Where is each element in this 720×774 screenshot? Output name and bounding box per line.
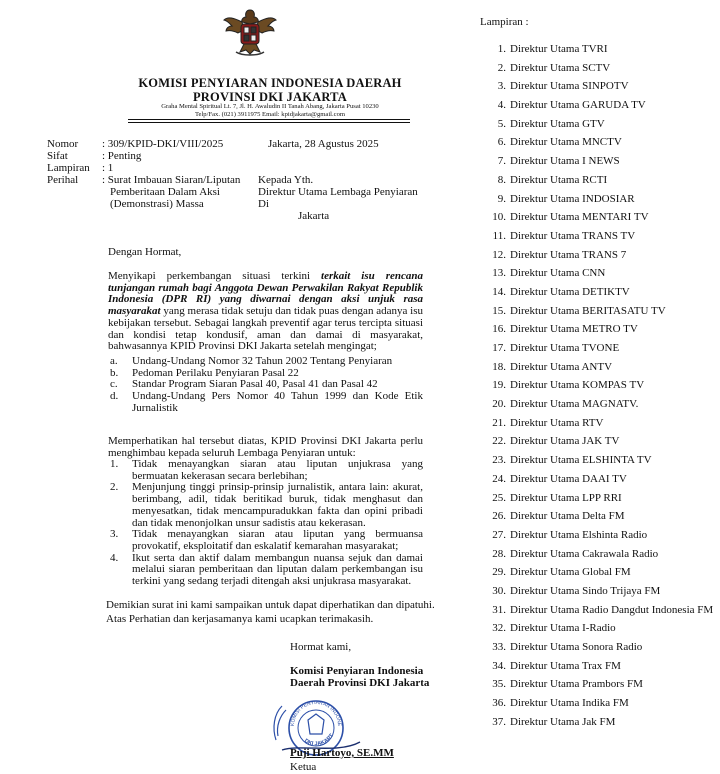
lampiran-number: 34. <box>492 659 506 672</box>
lampiran-number: 9. <box>497 192 506 205</box>
lampiran-item-text: Direktur Utama Indika FM <box>510 697 629 710</box>
lampiran-item-text: Direktur Utama KOMPAS TV <box>510 379 645 392</box>
kop-divider-thin <box>128 122 410 123</box>
lampiran-number: 29. <box>492 566 506 579</box>
signatory-position: Ketua <box>290 761 317 773</box>
letter-date: Jakarta, 28 Agustus 2025 <box>268 138 379 150</box>
lampiran-number: 5. <box>497 117 506 130</box>
lampiran-item <box>478 582 718 601</box>
lampiran-item <box>478 339 718 358</box>
lampiran-item <box>478 283 718 302</box>
law-text: Standar Program Siaran Pasal 40, Pasal 41 dan Pasal 42 <box>132 378 378 391</box>
lampiran-number: 31. <box>492 603 506 616</box>
stamp-text-bottom: DKI JAKART <box>303 733 335 748</box>
lampiran-title: Lampiran : <box>480 16 529 28</box>
lampiran-item <box>478 208 718 227</box>
perihal-value-1: : Surat Imbauan Siaran/Liputan <box>102 174 241 186</box>
lampiran-item-text: Direktur Utama CNN <box>510 267 606 280</box>
perihal-label: Perihal <box>47 174 79 186</box>
sifat-label: Sifat <box>47 150 68 162</box>
lampiran-item-text: Direktur Utama METRO TV <box>510 323 638 336</box>
lampiran-item <box>478 619 718 638</box>
recipient: Direktur Utama Lembaga Penyiaran <box>258 186 418 198</box>
sifat-value: : Penting <box>102 150 142 162</box>
lampiran-item <box>478 638 718 657</box>
lampiran-item-text: Direktur Utama TVONE <box>510 342 620 354</box>
law-marker: b. <box>110 366 119 379</box>
lampiran-label: Lampiran <box>47 162 90 174</box>
lampiran-item-text: Direktur Utama Sindo Trijaya FM <box>510 584 661 597</box>
lampiran-item <box>478 395 718 414</box>
point-marker: 2. <box>110 481 119 494</box>
lampiran-item <box>478 59 718 78</box>
point-item <box>110 529 423 552</box>
lampiran-number: 6. <box>497 136 506 149</box>
lampiran-item <box>478 264 718 283</box>
signatory-name: Puji Hartoyo, SE.MM <box>290 747 394 759</box>
stamp-text-top: KOMISI PENYIARAN INDONE <box>289 699 343 727</box>
lampiran-item <box>478 489 718 508</box>
lampiran-item-text: Direktur Utama I NEWS <box>510 155 620 168</box>
lampiran-number: 1. <box>497 43 506 55</box>
lampiran-item-text: Direktur Utama RCTI <box>510 173 608 186</box>
lampiran-item <box>478 694 718 713</box>
kop-divider-thick <box>128 119 410 120</box>
lampiran-number: 37. <box>492 715 506 728</box>
lampiran-item <box>478 507 718 526</box>
perihal-value-2: Pemberitaan Dalam Aksi <box>110 186 220 198</box>
lampiran-number: 33. <box>492 641 506 653</box>
lampiran-number: 30. <box>492 584 506 597</box>
lampiran-number: 22. <box>492 435 506 448</box>
lampiran-item <box>478 713 718 732</box>
lampiran-item <box>478 302 718 321</box>
lampiran-item-text: Direktur Utama TVRI <box>510 43 608 55</box>
signature-org-line2: Daerah Provinsi DKI Jakarta <box>290 677 430 689</box>
lampiran-item-text: Direktur Utama ANTV <box>510 360 613 373</box>
lampiran-number: 12. <box>492 248 506 261</box>
lampiran-item <box>478 152 718 171</box>
law-marker: c. <box>110 378 118 391</box>
lampiran-item <box>478 227 718 246</box>
lampiran-item <box>478 563 718 582</box>
point-item <box>110 553 423 588</box>
lampiran-item <box>478 432 718 451</box>
nomor-label: Nomor <box>47 138 79 150</box>
lampiran-number: 8. <box>497 173 506 186</box>
lampiran-item-text: Direktur Utama MNCTV <box>510 136 622 149</box>
kop-contact: Telp/Fax. (021) 3911975 Email: kpidjakarta@gmail.com <box>194 111 346 118</box>
lampiran-number: 3. <box>497 80 506 93</box>
law-item <box>110 391 423 414</box>
lampiran-item-text: Direktur Utama DAAI TV <box>510 472 627 485</box>
lampiran-item-text: Direktur Utama GTV <box>510 117 605 130</box>
lampiran-item <box>478 96 718 115</box>
recipient-city: Jakarta <box>298 210 330 222</box>
lampiran-item <box>478 451 718 470</box>
lampiran-item-text: Direktur Utama I-Radio <box>510 622 616 635</box>
garuda-emblem-icon <box>222 4 278 60</box>
kop-title-line1: KOMISI PENYIARAN INDONESIA DAERAH <box>138 76 402 90</box>
lampiran-item-text: Direktur Utama Delta FM <box>510 510 625 523</box>
lampiran-item <box>478 115 718 134</box>
point-text: Tidak menayangkan siaran atau liputan yang bermuansa provokatif, eksploitatif dan eskalatif kemarahan masyarakat; <box>132 528 423 552</box>
lampiran-number: 35. <box>492 678 506 691</box>
lampiran-item <box>478 675 718 694</box>
lampiran-item <box>478 320 718 339</box>
point-text: Menjunjung tinggi prinsip-prinsip jurnalistik, antara lain: akurat, berimbang, adil, tidak beritikad buruk, tidak menghasut dan menyesatkan, tidak mencampuradukkan fakta dan opini pribadi dan tidak menonjolkan unsur sadistis atau kekerasan. <box>132 481 423 529</box>
paragraph-2: Memperhatikan hal tersebut diatas, KPID Provinsi DKI Jakarta perlu menghimbau kepada seluruh Lembaga Penyiaran untuk: <box>108 435 423 459</box>
lampiran-item-text: Direktur Utama SINPOTV <box>510 80 629 93</box>
point-marker: 4. <box>110 551 119 564</box>
lampiran-item-text: Direktur Utama Elshinta Radio <box>510 528 648 541</box>
lampiran-number: 36. <box>492 697 506 710</box>
lampiran-number: 18. <box>492 360 506 373</box>
lampiran-number: 27. <box>492 528 506 541</box>
lampiran-number: 17. <box>492 342 506 354</box>
lampiran-item-text: Direktur Utama Global FM <box>510 566 631 579</box>
point-text: Tidak menayangkan siaran atau liputan unjukrasa yang bermuatan kekerasan secara berlebihan; <box>132 458 423 482</box>
lampiran-item-text: Direktur Utama LPP RRI <box>510 491 622 504</box>
lampiran-number: 11. <box>492 229 506 242</box>
lampiran-item-text: Direktur Utama GARUDA TV <box>510 99 646 112</box>
lampiran-number: 26. <box>492 510 506 523</box>
kop-title-line2: PROVINSI DKI JAKARTA <box>192 90 348 104</box>
nomor-value: : 309/KPID-DKI/VIII/2025 <box>102 138 224 150</box>
perihal-value-3: (Demonstrasi) Massa <box>110 198 204 210</box>
lampiran-list <box>478 40 718 731</box>
lampiran-item <box>478 77 718 96</box>
closing-2: Atas Perhatian dan kerjasamanya kami ucapkan terimakasih. <box>106 613 374 625</box>
point-marker: 3. <box>110 528 119 541</box>
lampiran-item-text: Direktur Utama Radio Dangdut Indonesia FM <box>510 603 714 616</box>
laws-list <box>110 356 423 415</box>
lampiran-number: 20. <box>492 398 506 411</box>
point-item <box>110 459 423 482</box>
lampiran-number: 23. <box>492 454 506 467</box>
law-marker: d. <box>110 390 119 403</box>
lampiran-number: 14. <box>492 285 506 298</box>
law-text: Undang-Undang Pers Nomor 40 Tahun 1999 dan Kode Etik Jurnalistik <box>132 390 423 414</box>
regards: Hormat kami, <box>290 641 352 653</box>
lampiran-item <box>478 246 718 265</box>
lampiran-item-text: Direktur Utama JAK TV <box>510 435 620 448</box>
lampiran-number: 32. <box>492 622 506 635</box>
lampiran-item <box>478 190 718 209</box>
law-text: Undang-Undang Nomor 32 Tahun 2002 Tentang Penyiaran <box>132 355 393 367</box>
lampiran-item <box>478 171 718 190</box>
lampiran-number: 4. <box>497 99 506 112</box>
lampiran-number: 21. <box>492 416 506 429</box>
lampiran-item-text: Direktur Utama SCTV <box>510 61 611 74</box>
lampiran-item-text: Direktur Utama BERITASATU TV <box>510 304 666 317</box>
lampiran-number: 24. <box>492 472 506 485</box>
point-marker: 1. <box>110 458 119 470</box>
lampiran-number: 2. <box>497 61 506 74</box>
lampiran-value: : 1 <box>102 162 114 174</box>
point-text: Ikut serta dan aktif dalam membangun nuansa sejuk dan damai melalui siaran pemberitaan dan liputan dalam perkembangan isu terkini yang sedang terjadi ditengah aksi unjukrasa masyarakat. <box>132 551 423 588</box>
lampiran-item-text: Direktur Utama MENTARI TV <box>510 211 649 224</box>
kepada-label: Kepada Yth. <box>258 174 314 186</box>
lampiran-item <box>478 40 718 59</box>
lampiran-item-text: Direktur Utama Prambors FM <box>510 678 643 691</box>
law-marker: a. <box>110 355 118 367</box>
lampiran-item <box>478 133 718 152</box>
lampiran-number: 15. <box>492 304 506 317</box>
lampiran-item-text: Direktur Utama Trax FM <box>510 659 621 672</box>
lampiran-item <box>478 414 718 433</box>
greeting: Dengan Hormat, <box>108 246 182 258</box>
lampiran-number: 16. <box>492 323 506 336</box>
lampiran-item-text: Direktur Utama TRANS TV <box>510 229 636 242</box>
lampiran-number: 13. <box>492 267 506 280</box>
closing-1: Demikian surat ini kami sampaikan untuk dapat diperhatikan dan dipatuhi. <box>106 599 435 611</box>
lampiran-item-text: Direktur Utama Sonora Radio <box>510 641 643 653</box>
lampiran-item-text: Direktur Utama Jak FM <box>510 715 616 728</box>
lampiran-item <box>478 601 718 620</box>
signature-org-line1: Komisi Penyiaran Indonesia <box>290 665 424 677</box>
lampiran-number: 19. <box>492 379 506 392</box>
law-text: Pedoman Perilaku Penyiaran Pasal 22 <box>132 366 299 379</box>
kop-address: Graha Mental Spiritual Lt. 7, Jl. H. Awaludin II Tanah Abang, Jakarta Pusat 10230 <box>161 103 379 110</box>
lampiran-number: 28. <box>492 547 506 560</box>
lampiran-number: 10. <box>492 211 506 224</box>
points-list <box>110 459 423 588</box>
lampiran-item-text: Direktur Utama RTV <box>510 416 604 429</box>
lampiran-item <box>478 358 718 377</box>
di-label: Di <box>258 198 269 210</box>
lampiran-item <box>478 545 718 564</box>
lampiran-item-text: Direktur Utama ELSHINTA TV <box>510 454 652 467</box>
lampiran-item-text: Direktur Utama DETIKTV <box>510 285 630 298</box>
point-item <box>110 482 423 529</box>
lampiran-number: 7. <box>497 155 506 168</box>
lampiran-item <box>478 376 718 395</box>
lampiran-number: 25. <box>492 491 506 504</box>
lampiran-item <box>478 657 718 676</box>
lampiran-item-text: Direktur Utama INDOSIAR <box>510 192 635 205</box>
paragraph-1: Menyikapi perkembangan situasi terkini terkait isu rencana tunjangan rumah bagi Anggota Dewan Perwakilan Rakyat Republik Indonesia (DPR RI) yang diwarnai dengan aksi unjuk rasa masyarakat yang merasa tidak setuju dan tidak puas dengan adanya isu kebijakan tersebut. Sebagai langkah preventif agar terus tercipta situasi dan kondisi tetap kondusif, aman dan damai di masyarakat, bahwasannya KPID Provinsi DKI Jakarta setelah mengingat; <box>108 270 423 353</box>
lampiran-item-text: Direktur Utama MAGNATV. <box>510 398 639 411</box>
lampiran-item <box>478 470 718 489</box>
lampiran-item-text: Direktur Utama TRANS 7 <box>510 248 627 261</box>
lampiran-item-text: Direktur Utama Cakrawala Radio <box>510 547 659 560</box>
lampiran-item <box>478 526 718 545</box>
